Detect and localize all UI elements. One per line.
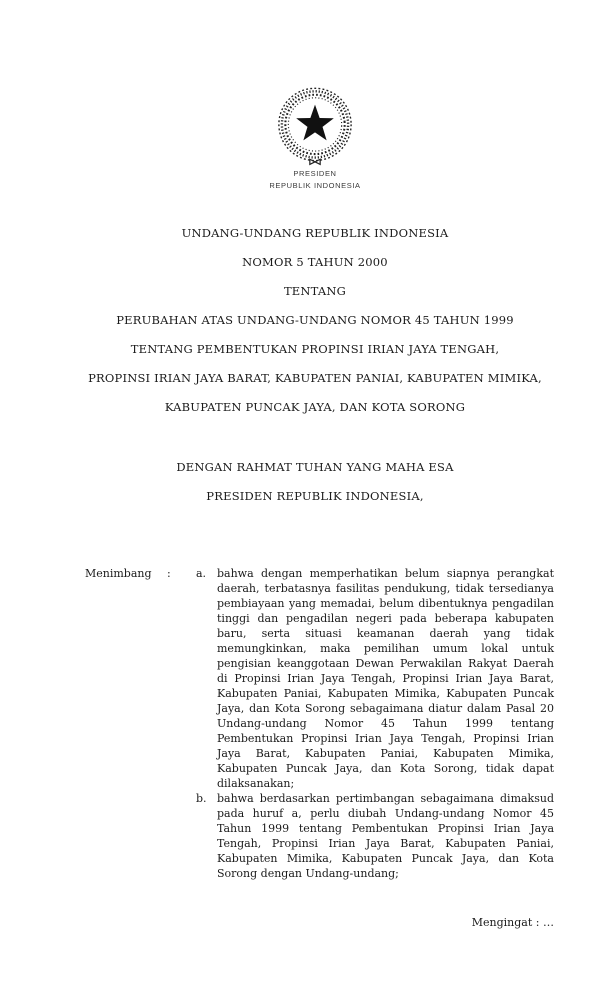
item-text: bahwa dengan memperhatikan belum siapnya perangkat daerah, terbatasnya fasilitas pendukung, tidak tersedianya pembiayaan yang memadai, belum dibentuknya pengadilan tinggi dan pengadilan negeri pada beberapa kabupaten baru, serta situasi keamanan daerah yang tidak memungkinkan, maka pemilihan umum lokal untuk pengisian keanggotaan Dewan Perwakilan Rakyat Daerah di Propinsi Irian Jaya Tengah, Propinsi Irian Jaya Barat, Kabupaten Paniai, Kabupaten Mimika, Kabupaten Puncak Jaya, dan Kota Sorong sebagaimana diatur dalam Pasal 20 Undang-undang Nomor 45 Tahun 1999 tentang Pembentukan Propinsi Irian Jaya Tengah, Propinsi Irian Jaya Barat, Kabupaten Paniai, Kabupaten Mimika, Kabupaten Puncak Jaya, dan Kota Sorong, tidak dapat dilaksanakan;: [217, 567, 554, 790]
invocation-block: [85, 461, 545, 519]
law-title-block: [85, 227, 545, 430]
item-text: bahwa berdasarkan pertimbangan sebagaimana dimaksud pada huruf a, perlu diubah Undang-undang Nomor 45 Tahun 1999 tentang Pembentukan Propinsi Irian Jaya Tengah, Propinsi Irian Jaya Barat, Kabupaten Paniai, Kabupaten Mimika, Kabupaten Puncak Jaya, dan Kota Sorong dengan Undang-undang;: [217, 792, 554, 880]
presidential-seal: [85, 84, 545, 192]
garuda-wreath-star-icon: [272, 84, 358, 170]
menimbang-item-a: [196, 566, 554, 791]
item-marker: b.: [196, 792, 207, 805]
invocation-president-line: PRESIDEN REPUBLIK INDONESIA,: [206, 489, 424, 503]
law-subject-line: KABUPATEN PUNCAK JAYA, DAN KOTA SORONG: [164, 400, 466, 414]
item-marker: a.: [196, 567, 207, 580]
menimbang-item-b: [196, 791, 554, 881]
law-subject-line: TENTANG PEMBENTUKAN PROPINSI IRIAN JAYA TENGAH,: [130, 342, 500, 356]
invocation-grace-line: DENGAN RAHMAT TUHAN YANG MAHA ESA: [176, 460, 454, 474]
menimbang-section: [85, 566, 554, 881]
seal-caption-republik-indonesia: REPUBLIK INDONESIA: [269, 181, 361, 190]
law-subject-line: PERUBAHAN ATAS UNDANG-UNDANG NOMOR 45 TAHUN 1999: [116, 313, 514, 327]
law-number-line: NOMOR 5 TAHUN 2000: [242, 255, 388, 269]
tentang-line: TENTANG: [283, 284, 347, 298]
law-title-line: UNDANG-UNDANG REPUBLIK INDONESIA: [181, 226, 449, 240]
menimbang-items: [196, 566, 554, 881]
menimbang-colon: :: [167, 567, 171, 580]
law-subject-line: PROPINSI IRIAN JAYA BARAT, KABUPATEN PANIAI, KABUPATEN MIMIKA,: [88, 371, 542, 385]
seal-caption-presiden: PRESIDEN: [293, 169, 337, 178]
mengingat-continuation: Mengingat : …: [471, 916, 554, 929]
menimbang-label: Menimbang: [85, 567, 152, 580]
